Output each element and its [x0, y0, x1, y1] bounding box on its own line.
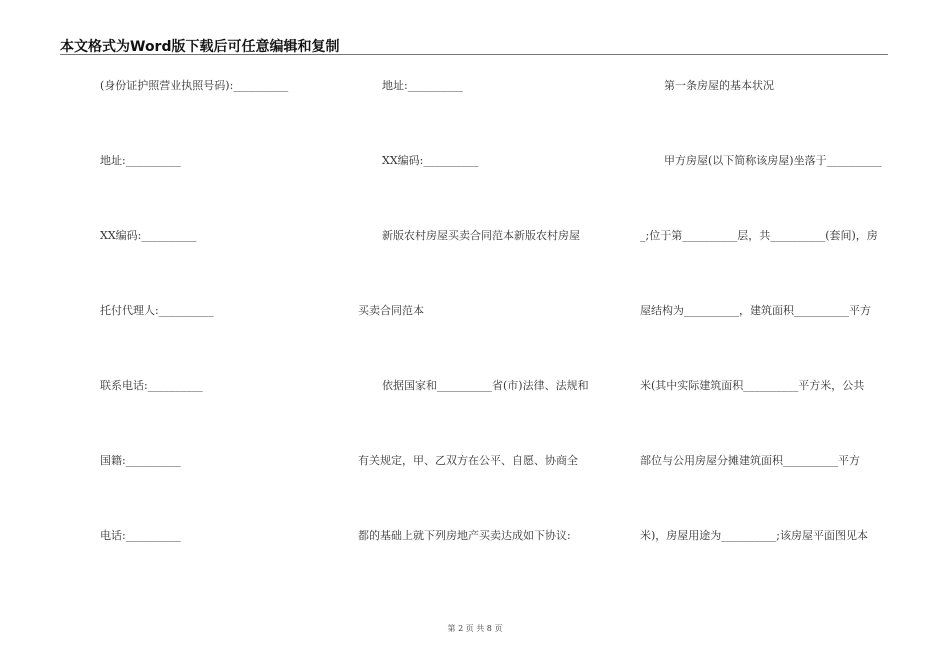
text-line: 托付代理人:__________	[100, 304, 214, 317]
page-number: 第 2 页 共 8 页	[447, 624, 503, 633]
text-line: 部位与公用房屋分摊建筑面积__________平方	[640, 454, 860, 467]
text-line: 电话:__________	[100, 529, 181, 542]
text-line: 依据国家和__________省(市)法律、法规和	[382, 379, 589, 392]
text-line: 米)，房屋用途为__________;该房屋平面图见本	[640, 529, 868, 542]
text-line: 地址:__________	[382, 79, 463, 92]
text-line: 国籍:__________	[100, 454, 181, 467]
text-line: XX编码:__________	[100, 229, 197, 242]
text-line: _;位于第__________层，共__________(套间)，房	[640, 229, 878, 242]
text-line: 有关规定，甲、乙双方在公平、自愿、协商全	[358, 454, 578, 467]
header-title: 本文格式为Word版下载后可任意编辑和复制	[60, 39, 340, 55]
text-line: 新版农村房屋买卖合同范本新版农村房屋	[382, 229, 580, 242]
text-line: 都的基础上就下列房地产买卖达成如下协议:	[358, 529, 571, 542]
text-line: 买卖合同范本	[358, 304, 424, 317]
text-line: (身份证护照营业执照号码):__________	[100, 79, 289, 92]
text-line: 屋结构为__________，建筑面积__________平方	[640, 304, 871, 317]
text-line: 联系电话:__________	[100, 379, 203, 392]
text-line: 甲方房屋(以下简称该房屋)坐落于__________	[664, 154, 882, 167]
text-line: 第一条房屋的基本状况	[664, 79, 774, 92]
text-line: 地址:__________	[100, 154, 181, 167]
header-divider	[60, 54, 888, 55]
text-line: XX编码:__________	[382, 154, 479, 167]
text-line: 米(其中实际建筑面积__________平方米，公共	[640, 379, 865, 392]
